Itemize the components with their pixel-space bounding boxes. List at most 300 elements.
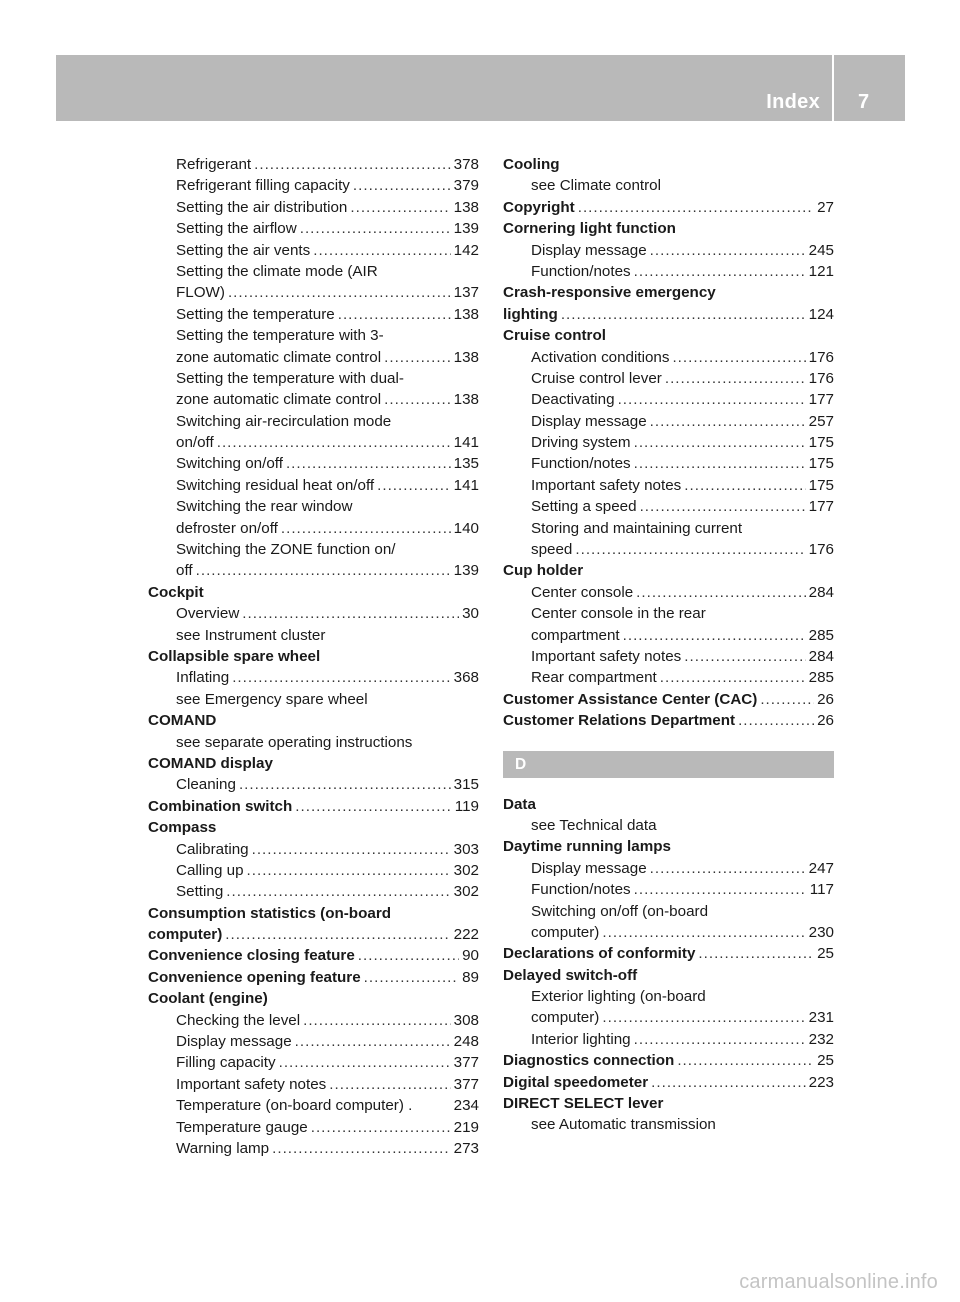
index-column-left (148, 154, 479, 1159)
index-subentry[interactable] (503, 453, 834, 474)
index-subentry[interactable] (503, 411, 834, 432)
entry-text: Inflating (176, 669, 230, 687)
entry-text: off (176, 562, 193, 580)
entry-text: Switching residual heat on/off (176, 476, 375, 494)
dot-leader (232, 667, 450, 688)
index-subentry[interactable] (148, 453, 479, 474)
index-subentry[interactable] (503, 240, 834, 261)
dot-leader (578, 197, 814, 218)
entry-text: Cruise control lever (531, 369, 662, 387)
page-reference[interactable]: 302 (453, 861, 479, 879)
entry-text: Important safety notes (176, 1075, 327, 1093)
entry-text: Copyright (503, 198, 575, 216)
entry-text: Switching on/off (176, 455, 283, 473)
index-subentry[interactable] (148, 1031, 479, 1052)
dot-leader (300, 218, 451, 239)
entry-text: Cockpit (148, 583, 204, 601)
index-subentry (503, 1114, 834, 1135)
index-subentry[interactable] (503, 1029, 834, 1050)
index-subentry (503, 815, 834, 836)
entry-text: see Technical data (531, 816, 657, 834)
index-entry (148, 646, 479, 667)
index-subentry[interactable] (148, 839, 479, 860)
dot-leader (684, 646, 805, 667)
index-subentry[interactable] (503, 625, 834, 646)
entry-text: Declarations of conformity (503, 945, 696, 963)
index-subentry[interactable] (503, 496, 834, 517)
index-subentry[interactable] (503, 582, 834, 603)
index-subentry[interactable] (148, 304, 479, 325)
dot-leader (684, 475, 805, 496)
page-reference[interactable]: 138 (453, 391, 479, 409)
index-entry (148, 753, 479, 774)
index-subentry[interactable] (148, 667, 479, 688)
entry-text: Cruise control (503, 327, 606, 345)
index-subentry[interactable] (148, 560, 479, 581)
entry-text: Crash-responsive emergency (503, 284, 716, 302)
entry-text: zone automatic climate control (176, 348, 382, 366)
page-reference[interactable]: 141 (453, 476, 479, 494)
index-subentry[interactable] (148, 1052, 479, 1073)
entry-text: DIRECT SELECT lever (503, 1095, 664, 1113)
entry-text: defroster on/off (176, 519, 278, 537)
index-subentry[interactable] (503, 646, 834, 667)
index-column-right (503, 154, 834, 1136)
header-bar (56, 55, 832, 121)
index-subentry[interactable] (503, 475, 834, 496)
entry-text: Driving system (531, 434, 631, 452)
entry-text: Display message (531, 241, 647, 259)
index-subentry[interactable] (148, 1095, 479, 1116)
section-header: D (503, 751, 834, 778)
entry-text: Temperature gauge (176, 1118, 308, 1136)
dot-leader (650, 240, 806, 261)
entry-text: Diagnostics connection (503, 1052, 675, 1070)
page-reference[interactable]: 138 (453, 348, 479, 366)
entry-text: FLOW) (176, 284, 225, 302)
dot-leader (303, 1010, 451, 1031)
entry-text: Collapsible spare wheel (148, 647, 321, 665)
index-subentry[interactable] (148, 432, 479, 453)
page-reference[interactable]: 368 (453, 669, 479, 687)
entry-text: computer) (531, 1009, 600, 1027)
dot-leader (634, 879, 807, 900)
watermark: carmanualsonline.info (739, 1271, 938, 1293)
entry-text: Cup holder (503, 562, 584, 580)
page-reference[interactable]: 177 (808, 498, 834, 516)
page-reference[interactable]: 284 (808, 583, 834, 601)
page-reference[interactable]: 26 (817, 690, 834, 708)
entry-text: Customer Relations Department (503, 712, 736, 730)
index-subentry[interactable] (503, 858, 834, 879)
index-subentry[interactable] (148, 347, 479, 368)
dot-leader (242, 603, 459, 624)
header-title: Index (766, 91, 820, 113)
index-subentry[interactable] (148, 860, 479, 881)
dot-leader (254, 154, 451, 175)
page-reference[interactable]: 139 (453, 562, 479, 580)
index-entry (503, 794, 834, 815)
entry-text: Setting the airflow (176, 220, 297, 238)
entry-text: Overview (176, 605, 240, 623)
page-reference[interactable]: 124 (808, 305, 834, 323)
entry-text: COMAND (148, 712, 217, 730)
entry-text: Setting the temperature (176, 305, 335, 323)
entry-text: Setting the air vents (176, 241, 311, 259)
page-reference[interactable]: 139 (453, 220, 479, 238)
entry-text: on/off (176, 434, 214, 452)
page-reference[interactable]: 273 (453, 1139, 479, 1157)
entry-text: Compass (148, 819, 217, 837)
page-reference[interactable]: 138 (453, 198, 479, 216)
entry-text: lighting (503, 305, 558, 323)
entry-text: see Instrument cluster (176, 626, 326, 644)
dot-leader (634, 432, 806, 453)
page-reference[interactable]: 30 (462, 605, 479, 623)
page-reference[interactable]: 302 (453, 883, 479, 901)
page-reference[interactable]: 284 (808, 647, 834, 665)
dot-leader (281, 518, 451, 539)
index-entry[interactable] (503, 710, 834, 731)
page-reference[interactable]: 117 (809, 881, 834, 899)
page-reference[interactable]: 141 (453, 434, 479, 452)
page-reference[interactable]: 25 (817, 945, 834, 963)
index-subentry (148, 368, 479, 389)
entry-text: Customer Assistance Center (CAC) (503, 690, 758, 708)
page-reference[interactable]: 177 (808, 391, 834, 409)
entry-text: Switching on/off (on-board (531, 902, 709, 920)
entry-text: Digital speedometer (503, 1073, 649, 1091)
index-subentry (503, 901, 834, 922)
page-reference[interactable]: 247 (808, 859, 834, 877)
page-reference[interactable]: 315 (453, 776, 479, 794)
index-subentry[interactable] (503, 368, 834, 389)
index-subentry[interactable] (148, 774, 479, 795)
index-subentry[interactable] (503, 389, 834, 410)
dot-leader (329, 1074, 450, 1095)
dot-leader (672, 347, 805, 368)
index-subentry[interactable] (148, 240, 479, 261)
page-reference[interactable]: 219 (453, 1118, 479, 1136)
index-entry[interactable] (503, 1050, 834, 1071)
index-subentry (148, 325, 479, 346)
page-reference[interactable]: 119 (454, 797, 479, 815)
index-entry[interactable] (503, 689, 834, 710)
dot-leader (353, 175, 451, 196)
page-reference[interactable]: 175 (808, 476, 834, 494)
page-reference[interactable]: 234 (453, 1097, 479, 1115)
entry-text: Temperature (on-board computer) . (176, 1097, 413, 1115)
entry-text: Exterior lighting (on-board (531, 988, 706, 1006)
index-subentry (503, 986, 834, 1007)
dot-leader (272, 1138, 451, 1159)
entry-text: Calibrating (176, 840, 249, 858)
entry-text: Delayed switch-off (503, 966, 638, 984)
page-reference[interactable]: 285 (808, 626, 834, 644)
index-entry[interactable] (503, 943, 834, 964)
entry-text: Important safety notes (531, 647, 682, 665)
page-reference[interactable]: 26 (817, 712, 834, 730)
entry-text: Rear compartment (531, 669, 657, 687)
index-entry (148, 988, 479, 1009)
index-entry (148, 817, 479, 838)
dot-leader (640, 496, 806, 517)
dot-leader (384, 347, 451, 368)
dot-leader (252, 839, 451, 860)
dot-leader (650, 411, 806, 432)
header-page-box (834, 55, 905, 121)
dot-leader (358, 945, 459, 966)
dot-leader (665, 368, 806, 389)
index-subentry[interactable] (148, 881, 479, 902)
entry-text: Function/notes (531, 455, 631, 473)
page-reference[interactable]: 121 (808, 262, 834, 280)
index-subentry[interactable] (503, 879, 834, 900)
entry-text: Setting a speed (531, 498, 637, 516)
dot-leader (295, 796, 452, 817)
entry-text: Deactivating (531, 391, 615, 409)
dot-leader (239, 774, 451, 795)
page-reference[interactable]: 308 (453, 1011, 479, 1029)
entry-text: Cleaning (176, 776, 236, 794)
page-reference[interactable]: 90 (462, 947, 479, 965)
index-subentry[interactable] (148, 1074, 479, 1095)
entry-text: COMAND display (148, 754, 273, 772)
index-subentry (148, 261, 479, 282)
page-reference[interactable]: 230 (808, 923, 834, 941)
entry-text: Function/notes (531, 262, 631, 280)
page-reference[interactable]: 223 (808, 1073, 834, 1091)
dot-leader (738, 710, 814, 731)
index-entry (503, 836, 834, 857)
page-reference[interactable]: 175 (808, 434, 834, 452)
index-entry (148, 582, 479, 603)
entry-text: Center console in the rear (531, 605, 706, 623)
index-subentry (148, 732, 479, 753)
dot-leader (247, 860, 451, 881)
dot-leader (623, 625, 806, 646)
index-entry (148, 903, 479, 924)
index-subentry (148, 689, 479, 710)
page-reference[interactable]: 25 (817, 1052, 834, 1070)
index-subentry (148, 539, 479, 560)
entry-text: Convenience closing feature (148, 947, 355, 965)
entry-text: Cornering light function (503, 220, 676, 238)
dot-leader (313, 240, 450, 261)
entry-text: Switching the rear window (176, 498, 353, 516)
index-subentry[interactable] (503, 667, 834, 688)
index-subentry[interactable] (503, 922, 834, 943)
index-entry[interactable] (148, 924, 479, 945)
page-reference[interactable]: 222 (453, 926, 479, 944)
entry-text: computer) (531, 923, 600, 941)
index-subentry[interactable] (148, 197, 479, 218)
dot-leader (384, 389, 451, 410)
index-subentry[interactable] (148, 282, 479, 303)
entry-text: Refrigerant (176, 156, 252, 173)
index-entry[interactable] (503, 304, 834, 325)
entry-text: Convenience opening feature (148, 968, 361, 986)
dot-leader (311, 1117, 451, 1138)
index-entry (503, 154, 834, 175)
page-reference[interactable]: 175 (808, 455, 834, 473)
index-subentry[interactable] (148, 218, 479, 239)
page-reference[interactable]: 138 (453, 305, 479, 323)
dot-leader (677, 1050, 814, 1071)
index-entry (503, 1093, 834, 1114)
dot-leader (338, 304, 451, 325)
dot-leader (575, 539, 805, 560)
entry-text: see separate operating instructions (176, 733, 413, 751)
entry-text: Cooling (503, 156, 560, 173)
page-reference[interactable]: 89 (462, 968, 479, 986)
dot-leader (651, 1072, 805, 1093)
dot-leader (634, 453, 806, 474)
page-reference[interactable]: 285 (808, 669, 834, 687)
index-subentry (503, 175, 834, 196)
page-reference[interactable]: 137 (453, 284, 479, 302)
entry-text: zone automatic climate control (176, 391, 382, 409)
index-subentry (148, 625, 479, 646)
index-entry[interactable] (148, 967, 479, 988)
dot-leader (561, 304, 806, 325)
page-reference[interactable]: 140 (453, 519, 479, 537)
entry-text: see Automatic transmission (531, 1116, 716, 1134)
dot-leader (226, 881, 450, 902)
index-subentry[interactable] (148, 1010, 479, 1031)
page-reference[interactable]: 377 (453, 1054, 479, 1072)
page-reference[interactable]: 257 (808, 412, 834, 430)
dot-leader (196, 560, 451, 581)
dot-leader (602, 922, 805, 943)
dot-leader (634, 1029, 806, 1050)
index-entry (148, 710, 479, 731)
index-subentry[interactable] (148, 1138, 479, 1159)
entry-text: Activation conditions (531, 348, 670, 366)
dot-leader (295, 1031, 451, 1052)
entry-text: Consumption statistics (on-board (148, 904, 391, 922)
entry-text: Combination switch (148, 797, 293, 815)
entry-text: Storing and maintaining current (531, 519, 743, 537)
page-reference[interactable]: 135 (453, 455, 479, 473)
dot-leader (350, 197, 450, 218)
page-reference[interactable]: 142 (453, 241, 479, 259)
index-subentry[interactable] (148, 475, 479, 496)
dot-leader (602, 1007, 805, 1028)
page-reference[interactable]: 379 (453, 177, 479, 195)
entry-text: Center console (531, 583, 634, 601)
page-reference[interactable]: 248 (453, 1033, 479, 1051)
entry-text: Calling up (176, 861, 244, 879)
entry-text: Function/notes (531, 881, 631, 899)
dot-leader (660, 667, 806, 688)
index-subentry[interactable] (148, 1117, 479, 1138)
page-reference[interactable]: 303 (453, 840, 479, 858)
index-subentry[interactable] (503, 1007, 834, 1028)
entry-text: Setting (176, 883, 224, 901)
dot-leader (618, 389, 806, 410)
page-reference[interactable]: 231 (808, 1009, 834, 1027)
entry-text: speed (531, 541, 573, 559)
entry-text: Setting the climate mode (AIR (176, 262, 378, 280)
page-reference[interactable]: 377 (453, 1075, 479, 1093)
dot-leader (636, 582, 806, 603)
index-subentry (148, 496, 479, 517)
dot-leader (286, 453, 451, 474)
index-subentry[interactable] (148, 154, 479, 175)
entry-text: Setting the temperature with 3- (176, 327, 384, 345)
index-subentry[interactable] (503, 261, 834, 282)
page-number: 7 (858, 91, 870, 113)
index-subentry[interactable] (503, 347, 834, 368)
entry-text: Important safety notes (531, 476, 682, 494)
entry-text: Refrigerant filling capacity (176, 177, 350, 195)
entry-text: Checking the level (176, 1011, 301, 1029)
page-reference[interactable]: 176 (808, 348, 834, 366)
entry-text: Switching the ZONE function on/ (176, 541, 396, 559)
index-entry[interactable] (503, 197, 834, 218)
index-subentry (503, 518, 834, 539)
entry-text: Display message (531, 859, 647, 877)
dot-leader (279, 1052, 451, 1073)
page-reference[interactable]: 176 (808, 541, 834, 559)
entry-text: compartment (531, 626, 620, 644)
dot-leader (634, 261, 806, 282)
entry-text: see Climate control (531, 177, 661, 195)
page-reference[interactable]: 176 (808, 369, 834, 387)
dot-leader (217, 432, 451, 453)
index-subentry (148, 411, 479, 432)
dot-leader (377, 475, 451, 496)
entry-text: Setting the temperature with dual- (176, 369, 404, 387)
index-subentry[interactable] (148, 175, 479, 196)
page-reference[interactable]: 245 (808, 241, 834, 259)
page-reference[interactable]: 27 (817, 198, 834, 216)
dot-leader (760, 689, 814, 710)
dot-leader (364, 967, 459, 988)
dot-leader (225, 924, 450, 945)
index-subentry[interactable] (503, 432, 834, 453)
index-subentry (503, 603, 834, 624)
entry-text: Interior lighting (531, 1030, 631, 1048)
entry-text: Daytime running lamps (503, 838, 671, 856)
dot-leader (650, 858, 806, 879)
index-subentry[interactable] (148, 518, 479, 539)
dot-leader (698, 943, 814, 964)
index-entry (503, 325, 834, 346)
index-entry (503, 560, 834, 581)
entry-text: Display message (531, 412, 647, 430)
index-entry (503, 282, 834, 303)
index-entry[interactable] (503, 1072, 834, 1093)
index-subentry[interactable] (503, 539, 834, 560)
page-reference[interactable]: 232 (808, 1030, 834, 1048)
index-entry[interactable] (148, 796, 479, 817)
entry-text: Filling capacity (176, 1054, 276, 1072)
entry-text: Data (503, 795, 536, 813)
entry-text: computer) (148, 926, 223, 944)
entry-text: see Emergency spare wheel (176, 690, 368, 708)
entry-text: Warning lamp (176, 1139, 270, 1157)
index-entry[interactable] (148, 945, 479, 966)
index-entry (503, 218, 834, 239)
index-entry (503, 965, 834, 986)
entry-text: Setting the air distribution (176, 198, 348, 216)
index-subentry[interactable] (148, 603, 479, 624)
entry-text: Coolant (engine) (148, 990, 268, 1008)
index-subentry[interactable] (148, 389, 479, 410)
page-reference[interactable]: 378 (453, 156, 479, 173)
